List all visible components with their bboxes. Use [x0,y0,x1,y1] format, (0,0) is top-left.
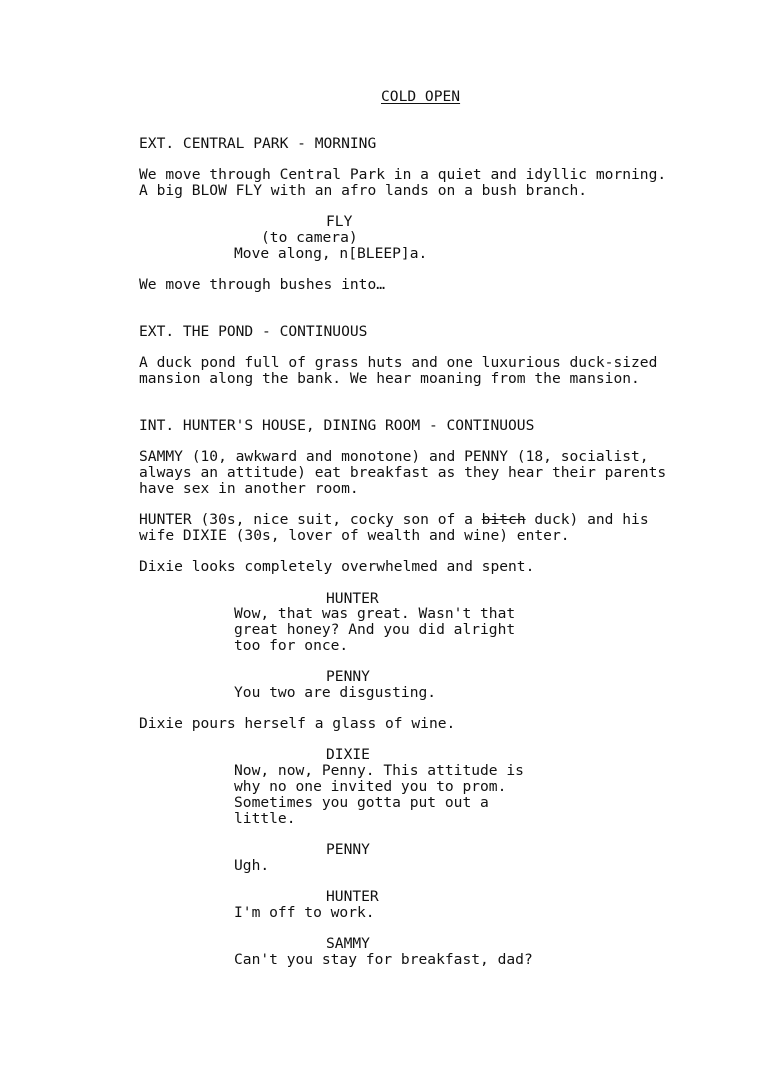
struck-word: bitch [481,511,526,528]
action-line: A duck pond full of grass huts and one luxurious duck-sized [139,354,658,371]
dialogue-line: little. [234,810,296,827]
character-name: HUNTER [326,590,379,607]
character-name: SAMMY [326,935,370,952]
dialogue-line: I'm off to work. [234,904,375,921]
character-name: PENNY [326,841,370,858]
scene-heading: INT. HUNTER'S HOUSE, DINING ROOM - CONTINUOUS [139,417,535,434]
dialogue-line: why no one invited you to prom. [234,778,507,795]
dialogue-line: Move along, n[BLEEP]a. [234,245,428,262]
action-line: SAMMY (10, awkward and monotone) and PENNY (18, socialist, [139,448,649,465]
action-text: duck) and his [525,511,649,528]
action-line: A big BLOW FLY with an afro lands on a bush branch. [139,182,588,199]
action-line: always an attitude) eat breakfast as they hear their parents [139,464,667,481]
character-name: PENNY [326,668,370,685]
dialogue-line: You two are disgusting. [234,684,437,701]
action-line: Dixie pours herself a glass of wine. [139,715,456,732]
character-name: HUNTER [326,888,379,905]
character-name: FLY [326,213,353,230]
action-line: We move through bushes into… [139,276,386,293]
dialogue-line: Now, now, Penny. This attitude is [234,762,524,779]
character-name: DIXIE [326,746,370,763]
action-line: We move through Central Park in a quiet and idyllic morning. [139,166,667,183]
dialogue-line: Sometimes you gotta put out a [234,794,489,811]
dialogue-line: Wow, that was great. Wasn't that [234,605,516,622]
action-text: HUNTER (30s, nice suit, cocky son of a [139,511,482,528]
action-line: mansion along the bank. We hear moaning from the mansion. [139,370,640,387]
action-line: wife DIXIE (30s, lover of wealth and wine) enter. [139,527,570,544]
scene-heading: EXT. CENTRAL PARK - MORNING [139,135,377,152]
action-line: have sex in another room. [139,480,359,497]
action-line [139,512,649,528]
action-line: Dixie looks completely overwhelmed and spent. [139,558,535,575]
page-title: COLD OPEN [381,88,461,105]
dialogue-line: Ugh. [234,857,270,874]
parenthetical: (to camera) [261,229,358,246]
dialogue-line: too for once. [234,637,349,654]
dialogue-line: Can't you stay for breakfast, dad? [234,951,533,968]
scene-heading: EXT. THE POND - CONTINUOUS [139,323,368,340]
dialogue-line: great honey? And you did alright [234,621,516,638]
